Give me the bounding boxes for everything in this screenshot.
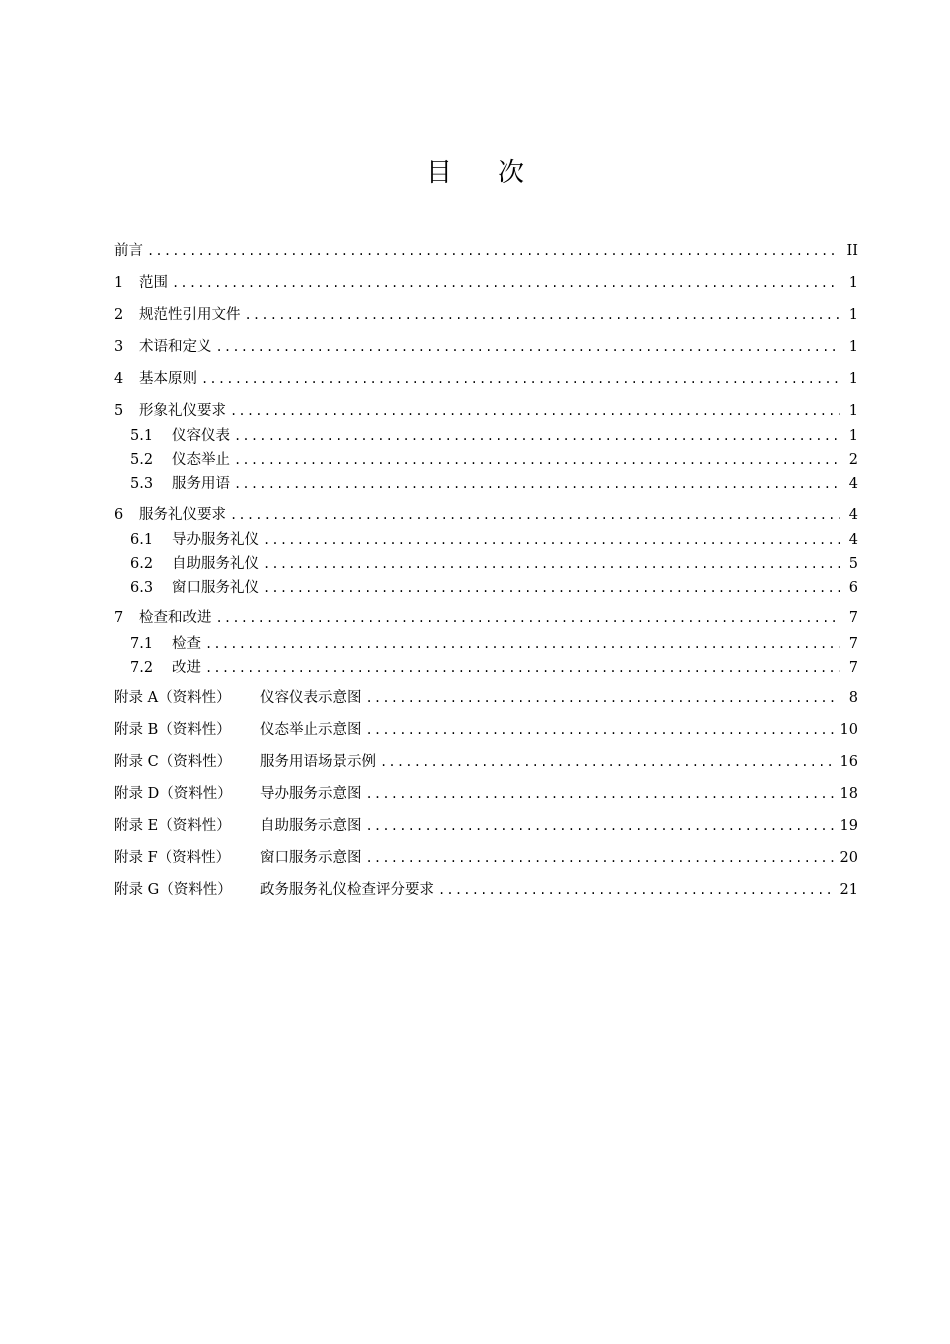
toc-entry-annex-f[interactable] <box>114 848 858 868</box>
toc-page-number: 4 <box>848 476 858 492</box>
title-char-1: 目 <box>425 158 452 188</box>
toc-entry-number: 5.3 <box>130 476 154 492</box>
toc-entry-number: 6 <box>114 507 124 523</box>
toc-entry-label: 服务用语场景示例 <box>260 754 376 770</box>
toc-entry-label: 窗口服务示意图 <box>260 850 362 866</box>
toc-entry-annex-b[interactable] <box>114 720 858 740</box>
toc-entry-label: 仪态举止 <box>172 452 230 468</box>
toc-dot-leader <box>438 880 836 900</box>
toc-entry-1[interactable] <box>114 273 858 293</box>
toc-page-number: 1 <box>848 371 858 387</box>
toc-entry-label: 基本原则 <box>139 371 197 387</box>
toc-entry-7-2[interactable] <box>130 658 858 678</box>
toc-entry-number: 7 <box>114 610 124 626</box>
toc-page-number: 16 <box>839 754 858 770</box>
toc-entry-number: 5.1 <box>130 428 154 444</box>
toc-entry-number: 4 <box>114 371 124 387</box>
toc-entry-number: 7.1 <box>130 636 154 652</box>
toc-entry-5-1[interactable] <box>130 426 858 446</box>
toc-entry-label: 自助服务礼仪 <box>172 556 259 572</box>
toc-entry-label: 导办服务示意图 <box>260 786 362 802</box>
page-title <box>0 152 950 189</box>
toc-entry-2[interactable] <box>114 305 858 325</box>
toc-dot-leader <box>205 634 840 654</box>
toc-dot-leader <box>366 720 836 740</box>
toc-entry-5-2[interactable] <box>130 450 858 470</box>
toc-annex-number: 附录 E（资料性） <box>114 818 231 834</box>
toc-annex-number: 附录 D（资料性） <box>114 786 232 802</box>
toc-page-number: 1 <box>848 307 858 323</box>
toc-annex-number: 附录 C（资料性） <box>114 754 232 770</box>
toc-annex-number: 附录 G（资料性） <box>114 882 232 898</box>
toc-page-number: 18 <box>839 786 858 802</box>
toc-dot-leader <box>201 369 840 389</box>
toc-annex-number: 附录 A（资料性） <box>114 690 231 706</box>
toc-entry-7[interactable] <box>114 608 858 628</box>
toc-entry-label: 检查 <box>172 636 201 652</box>
toc-entry-label: 仪态举止示意图 <box>260 722 362 738</box>
toc-page-number: 2 <box>848 452 858 468</box>
toc-entry-label: 仪容仪表 <box>172 428 230 444</box>
toc-dot-leader <box>216 608 841 628</box>
toc-entry-6-2[interactable] <box>130 554 858 574</box>
toc-annex-number: 附录 F（资料性） <box>114 850 231 866</box>
toc-entry-label: 服务用语 <box>172 476 230 492</box>
toc-page-number: 7 <box>848 636 858 652</box>
toc-entry-label: 改进 <box>172 660 201 676</box>
toc-annex-number: 附录 B（资料性） <box>114 722 231 738</box>
toc-dot-leader <box>245 305 841 325</box>
toc-entry-number: 6.1 <box>130 532 154 548</box>
toc-entry-number: 2 <box>114 307 124 323</box>
toc-dot-leader <box>230 401 840 421</box>
toc-entry-label: 规范性引用文件 <box>139 307 241 323</box>
toc-entry-4[interactable] <box>114 369 858 389</box>
toc-entry-6-3[interactable] <box>130 578 858 598</box>
toc-page-number: 4 <box>848 532 858 548</box>
toc-page-number: 21 <box>839 882 858 898</box>
toc-page-number: 6 <box>848 580 858 596</box>
toc-entry-number: 5.2 <box>130 452 154 468</box>
toc-entry-label: 窗口服务礼仪 <box>172 580 259 596</box>
toc-page-number: 20 <box>839 850 858 866</box>
toc-entry-5-3[interactable] <box>130 474 858 494</box>
toc-dot-leader <box>172 273 840 293</box>
toc-entry-5[interactable] <box>114 401 858 421</box>
toc-dot-leader <box>216 337 841 357</box>
toc-entry-number: 6.2 <box>130 556 154 572</box>
toc-dot-leader <box>263 578 840 598</box>
toc-dot-leader <box>366 784 836 804</box>
toc-dot-leader <box>205 658 840 678</box>
toc-entry-annex-a[interactable] <box>114 688 858 708</box>
toc-entry-label: 自助服务示意图 <box>260 818 362 834</box>
toc-dot-leader <box>234 450 840 470</box>
toc-page-number: 1 <box>848 275 858 291</box>
toc-page-number: 4 <box>848 507 858 523</box>
toc-entry-number: 3 <box>114 339 124 355</box>
toc-dot-leader <box>147 241 840 261</box>
toc-dot-leader <box>380 752 836 772</box>
toc-entry-annex-e[interactable] <box>114 816 858 836</box>
toc-page-number: 5 <box>848 556 858 572</box>
toc-page-number: 8 <box>848 690 858 706</box>
toc-page-number: 10 <box>839 722 858 738</box>
toc-entry-number: 7.2 <box>130 660 154 676</box>
toc-entry-label: 范围 <box>139 275 168 291</box>
toc-entry-foreword[interactable] <box>114 241 858 261</box>
toc-dot-leader <box>366 816 836 836</box>
toc-dot-leader <box>366 848 836 868</box>
toc-entry-label: 服务礼仪要求 <box>139 507 226 523</box>
toc-page-number: 7 <box>848 660 858 676</box>
toc-entry-3[interactable] <box>114 337 858 357</box>
toc-entry-7-1[interactable] <box>130 634 858 654</box>
toc-page-number: II <box>846 243 858 259</box>
toc-dot-leader <box>263 530 840 550</box>
toc-page-number: 1 <box>848 403 858 419</box>
toc-entry-number: 6.3 <box>130 580 154 596</box>
toc-dot-leader <box>234 426 840 446</box>
toc-entry-6-1[interactable] <box>130 530 858 550</box>
toc-page-number: 19 <box>839 818 858 834</box>
toc-entry-label: 导办服务礼仪 <box>172 532 259 548</box>
toc-page-number: 1 <box>848 428 858 444</box>
toc-dot-leader <box>366 688 841 708</box>
toc-entry-label: 政务服务礼仪检查评分要求 <box>260 882 434 898</box>
toc-entry-annex-g[interactable] <box>114 880 858 900</box>
title-char-2: 次 <box>498 158 525 188</box>
toc-entry-label: 前言 <box>114 243 143 259</box>
toc-entry-annex-c[interactable] <box>114 752 858 772</box>
toc-entry-label: 术语和定义 <box>139 339 212 355</box>
toc-entry-label: 仪容仪表示意图 <box>260 690 362 706</box>
toc-entry-6[interactable] <box>114 505 858 525</box>
toc-dot-leader <box>234 474 840 494</box>
toc-entry-number: 1 <box>114 275 124 291</box>
toc-entry-number: 5 <box>114 403 124 419</box>
toc-entry-annex-d[interactable] <box>114 784 858 804</box>
toc-dot-leader <box>263 554 840 574</box>
toc-entry-label: 检查和改进 <box>139 610 212 626</box>
toc-page-number: 1 <box>848 339 858 355</box>
toc-entry-label: 形象礼仪要求 <box>139 403 226 419</box>
toc-dot-leader <box>230 505 840 525</box>
toc-page-number: 7 <box>848 610 858 626</box>
